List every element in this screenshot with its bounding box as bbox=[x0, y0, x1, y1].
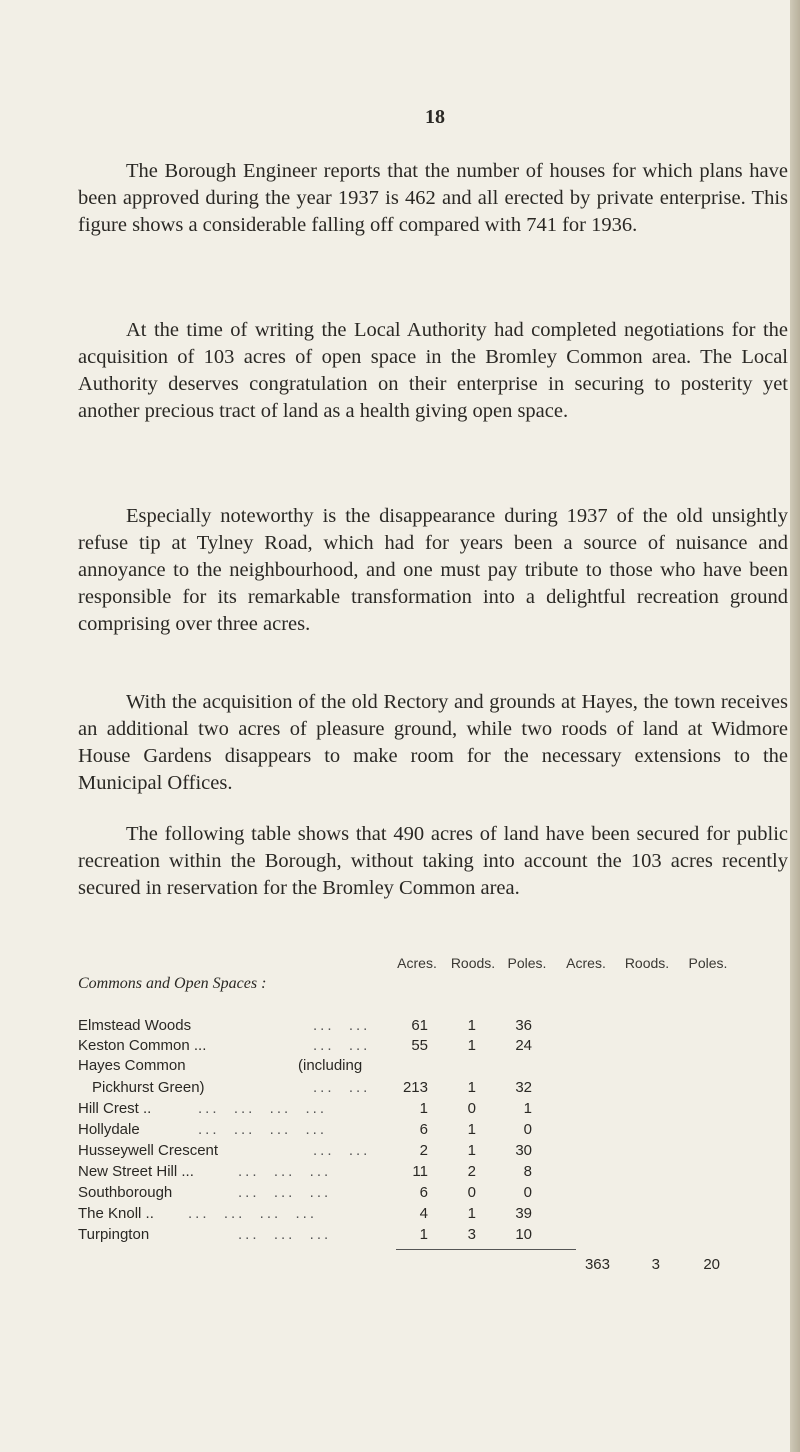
column-header-total-poles: Poles. bbox=[688, 955, 728, 971]
row-poles: 24 bbox=[515, 1037, 532, 1054]
row-roods: 1 bbox=[467, 1017, 476, 1034]
leader-dots: ... ... ... ... bbox=[198, 1100, 328, 1117]
row-poles: 32 bbox=[515, 1079, 532, 1096]
row-name: Keston Common ... bbox=[78, 1037, 207, 1054]
leader-dots: ... ... bbox=[313, 1142, 371, 1159]
row-acres: 213 bbox=[402, 1079, 428, 1096]
leader-dots: ... ... bbox=[313, 1017, 371, 1034]
row-poles: 1 bbox=[523, 1100, 532, 1117]
paragraph-recreation-table-intro: The following table shows that 490 acres of land have been secured for public recreation within the Borough, without taking into account the 103 acres recently secured in reservation for the Bromley Common area. bbox=[78, 823, 788, 899]
page-number: 18 bbox=[425, 106, 445, 128]
row-roods: 1 bbox=[467, 1079, 476, 1096]
total-acres: 363 bbox=[584, 1256, 610, 1273]
leader-dots: ... ... ... bbox=[238, 1226, 332, 1243]
row-name: Turpington bbox=[78, 1226, 150, 1243]
row-poles: 36 bbox=[515, 1017, 532, 1034]
row-name: Hollydale bbox=[78, 1121, 140, 1138]
row-roods: 0 bbox=[467, 1100, 476, 1117]
row-poles: 39 bbox=[515, 1205, 532, 1222]
row-poles: 30 bbox=[515, 1142, 532, 1159]
row-name: The Knoll .. bbox=[78, 1205, 154, 1222]
row-acres: 2 bbox=[419, 1142, 428, 1159]
row-acres: 6 bbox=[419, 1184, 428, 1201]
row-poles: 0 bbox=[523, 1121, 532, 1138]
paragraph-tylney-road: Especially noteworthy is the disappearance during 1937 of the old unsightly refuse tip at Tylney Road, which had for years been a source of nuisance and annoyance to the neighbourhood, and one must pay tribute to those who have been responsible for its remarkable transformation into a delightful recreation ground comprising over three acres. bbox=[78, 505, 788, 635]
table-row bbox=[78, 1205, 798, 1225]
leader-dots: ... ... ... ... bbox=[188, 1205, 318, 1222]
paragraph-bromley-common: At the time of writing the Local Authority had completed negotiations for the acquisition of 103 acres of open space in the Bromley Common area. The Local Authority deserves congratulation on their enterprise in securing to posterity yet another precious tract of land as a health giving open space. bbox=[78, 319, 788, 422]
row-name: Pickhurst Green) bbox=[92, 1079, 205, 1096]
row-name: Hayes Common bbox=[78, 1057, 186, 1074]
row-acres: 11 bbox=[412, 1163, 428, 1180]
column-header-total-acres: Acres. bbox=[566, 955, 606, 971]
row-note: (including bbox=[298, 1057, 363, 1074]
total-roods: 3 bbox=[651, 1256, 660, 1273]
row-roods: 1 bbox=[467, 1205, 476, 1222]
leader-dots: ... ... ... bbox=[238, 1163, 332, 1180]
total-rule bbox=[396, 1249, 576, 1250]
table-row bbox=[78, 1100, 798, 1120]
paragraph-hayes-rectory: With the acquisition of the old Rectory and grounds at Hayes, the town receives an additional two acres of pleasure ground, while two roods of land at Widmore House Gardens disappears to make room for the necessary extensions to the Municipal Offices. bbox=[78, 691, 788, 794]
row-name: Hill Crest .. bbox=[78, 1100, 152, 1117]
table-row bbox=[78, 1037, 798, 1057]
row-name: Elmstead Woods bbox=[78, 1017, 192, 1034]
row-acres: 61 bbox=[411, 1017, 428, 1034]
table-row bbox=[78, 1017, 798, 1037]
row-roods: 1 bbox=[467, 1142, 476, 1159]
table-row bbox=[78, 1142, 798, 1162]
row-roods: 1 bbox=[467, 1037, 476, 1054]
row-acres: 1 bbox=[419, 1100, 428, 1117]
row-name: Southborough bbox=[78, 1184, 173, 1201]
table-row bbox=[78, 1226, 798, 1246]
table-row bbox=[78, 1079, 798, 1099]
row-roods: 3 bbox=[467, 1226, 476, 1243]
table-row bbox=[78, 1184, 798, 1204]
row-roods: 0 bbox=[467, 1184, 476, 1201]
row-poles: 0 bbox=[523, 1184, 532, 1201]
column-header-acres: Acres. bbox=[397, 955, 437, 971]
row-roods: 2 bbox=[467, 1163, 476, 1180]
paragraph-housing: The Borough Engineer reports that the number of houses for which plans have been approved during the year 1937 is 462 and all erected by private enterprise. This figure shows a considerable falling off compared with 741 for 1936. bbox=[78, 160, 788, 236]
row-poles: 10 bbox=[515, 1226, 532, 1243]
leader-dots: ... ... ... bbox=[238, 1184, 332, 1201]
row-poles: 8 bbox=[523, 1163, 532, 1180]
row-acres: 4 bbox=[419, 1205, 428, 1222]
row-acres: 6 bbox=[419, 1121, 428, 1138]
table-row bbox=[78, 1121, 798, 1141]
table-row bbox=[78, 1163, 798, 1183]
table-row bbox=[78, 1057, 798, 1077]
row-name: New Street Hill ... bbox=[78, 1163, 194, 1180]
row-acres: 1 bbox=[419, 1226, 428, 1243]
column-header-total-roods: Roods. bbox=[624, 955, 670, 971]
column-header-roods: Roods. bbox=[450, 955, 496, 971]
leader-dots: ... ... ... ... bbox=[198, 1121, 328, 1138]
total-poles: 20 bbox=[703, 1256, 720, 1273]
leader-dots: ... ... bbox=[313, 1037, 371, 1054]
leader-dots: ... ... bbox=[313, 1079, 371, 1096]
column-header-poles: Poles. bbox=[507, 955, 547, 971]
section-label: Commons and Open Spaces : bbox=[78, 975, 267, 992]
row-acres: 55 bbox=[411, 1037, 428, 1054]
row-name: Husseywell Crescent bbox=[78, 1142, 219, 1159]
row-roods: 1 bbox=[467, 1121, 476, 1138]
